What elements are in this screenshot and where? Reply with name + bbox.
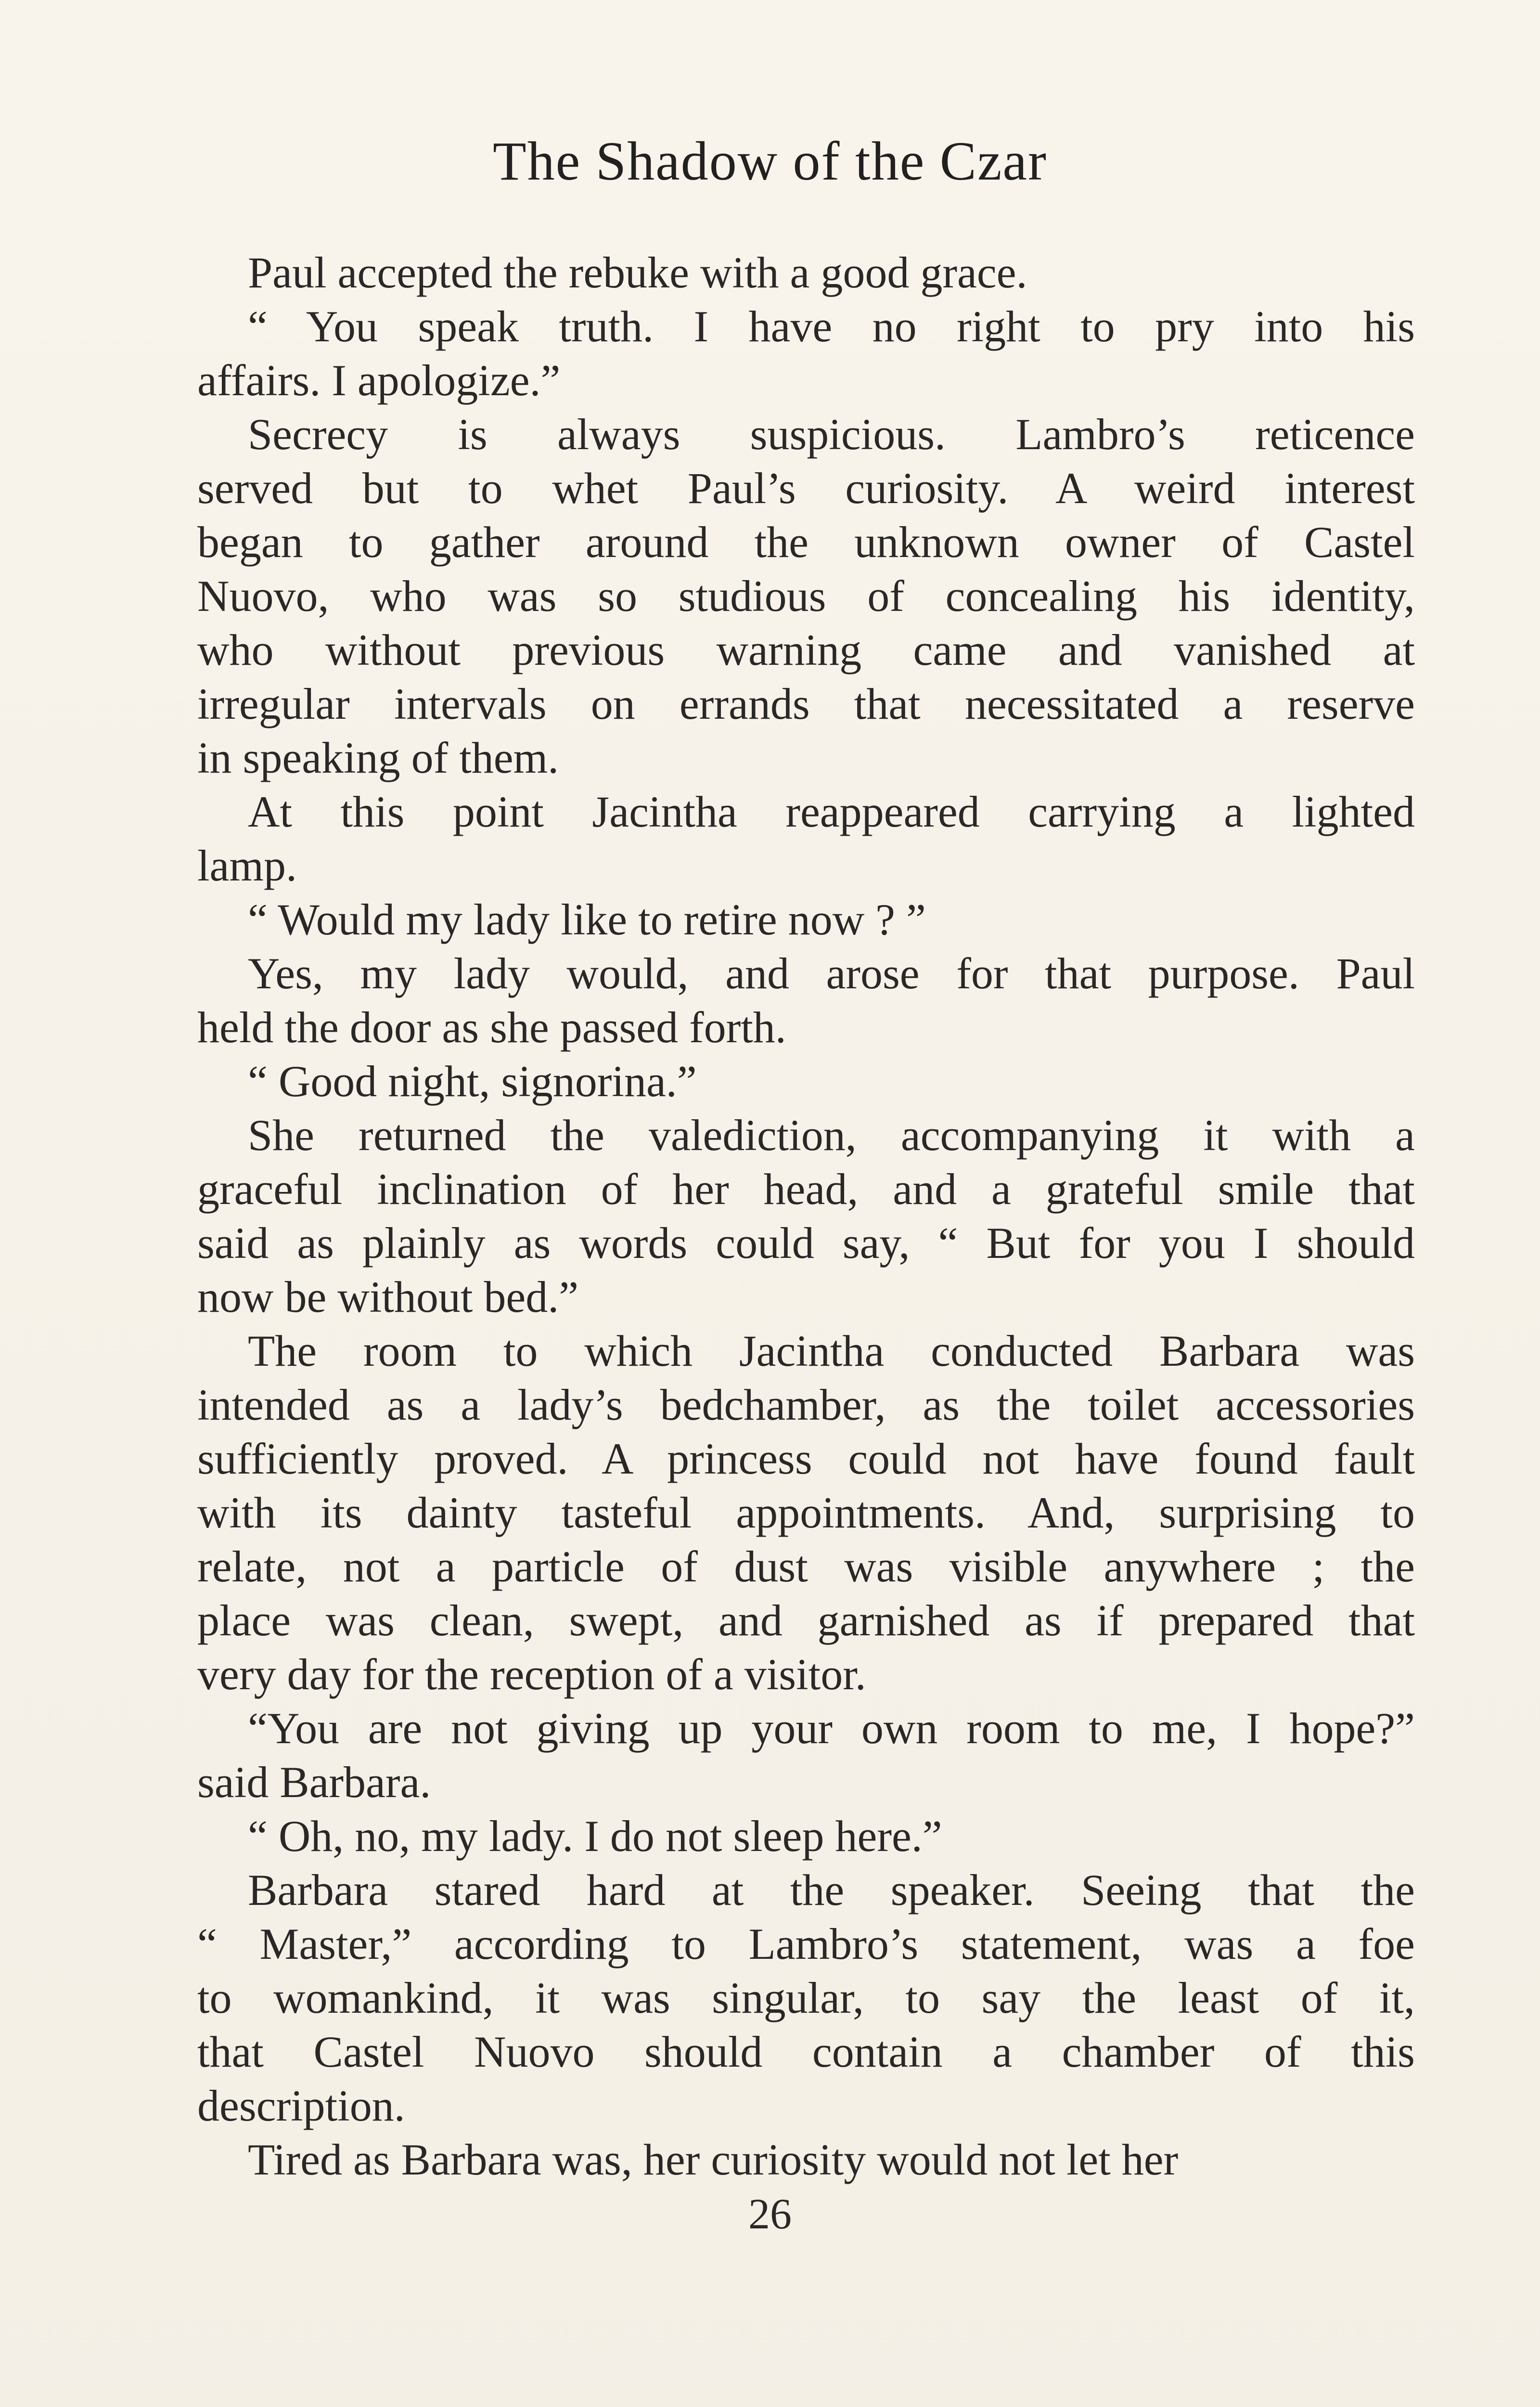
text-line: “ Good night, signorina.” <box>248 1057 697 1106</box>
running-head: The Shadow of the Czar <box>493 130 1047 192</box>
text-line: began to gather around the unknown owner of Castel <box>197 518 1415 567</box>
paragraph <box>197 1054 1415 1108</box>
text-line: Tired as Barbara was, her curiosity would not let her <box>248 2135 1179 2184</box>
text-line: The room to which Jacintha conducted Barbara was <box>248 1326 1415 1375</box>
paragraph <box>197 299 1415 407</box>
paragraph <box>197 2133 1415 2187</box>
text-line: said Barbara. <box>197 1758 431 1807</box>
text-line: now be without bed.” <box>197 1272 579 1321</box>
text-line: sufficiently proved. A princess could not have found fault <box>197 1434 1415 1483</box>
text-line: very day for the reception of a visitor. <box>197 1650 866 1699</box>
text-line: At this point Jacintha reappeared carrying a lighted <box>248 787 1415 836</box>
text-line: place was clean, swept, and garnished as if prepared that <box>197 1596 1415 1645</box>
paragraph <box>197 1701 1415 1809</box>
text-line: to womankind, it was singular, to say the least of it, <box>197 1973 1415 2022</box>
text-line: Barbara stared hard at the speaker. Seeing that the <box>248 1865 1415 1915</box>
paragraph <box>197 893 1415 946</box>
paragraph <box>197 246 1415 299</box>
text-line: Secrecy is always suspicious. Lambro’s reticence <box>248 410 1415 459</box>
text-line: intended as a lady’s bedchamber, as the toilet accessories <box>197 1380 1415 1429</box>
text-line: She returned the valediction, accompanying it with a <box>248 1111 1415 1160</box>
paragraph <box>197 1324 1415 1701</box>
paragraph <box>197 785 1415 893</box>
paragraph <box>197 946 1415 1054</box>
text-line: “ Oh, no, my lady. I do not sleep here.” <box>248 1812 942 1861</box>
paragraph <box>197 407 1415 785</box>
text-line: in speaking of them. <box>197 733 559 782</box>
body-text <box>197 246 1415 2187</box>
text-line: Paul accepted the rebuke with a good grace. <box>248 248 1027 297</box>
text-line: “You are not giving up your own room to me, I hope?” <box>248 1704 1415 1753</box>
text-line: that Castel Nuovo should contain a chamber of this <box>197 2027 1415 2076</box>
paragraph <box>197 1863 1415 2133</box>
text-line: said as plainly as words could say, “ But for you I should <box>197 1218 1415 1268</box>
paragraph <box>197 1108 1415 1324</box>
text-line: Nuovo, who was so studious of concealing his identity, <box>197 571 1415 621</box>
text-line: who without previous warning came and vanished at <box>197 625 1415 674</box>
text-line: Yes, my lady would, and arose for that purpose. Paul <box>248 949 1415 998</box>
text-line: lamp. <box>197 841 297 890</box>
text-line: “ Would my lady like to retire now ? ” <box>248 895 926 944</box>
text-line: “ You speak truth. I have no right to pry into his <box>248 302 1415 351</box>
page-number: 26 <box>748 2190 792 2238</box>
text-line: graceful inclination of her head, and a grateful smile that <box>197 1165 1415 1214</box>
text-line: “ Master,” according to Lambro’s statement, was a foe <box>197 1919 1415 1968</box>
text-line: irregular intervals on errands that necessitated a reserve <box>197 679 1415 728</box>
text-line: relate, not a particle of dust was visible anywhere ; the <box>197 1542 1415 1591</box>
text-line: with its dainty tasteful appointments. And, surprising to <box>197 1488 1415 1537</box>
paragraph <box>197 1809 1415 1863</box>
text-line: served but to whet Paul’s curiosity. A weird interest <box>197 464 1415 513</box>
text-line: held the door as she passed forth. <box>197 1003 786 1052</box>
text-line: description. <box>197 2081 405 2130</box>
text-line: affairs. I apologize.” <box>197 356 561 405</box>
